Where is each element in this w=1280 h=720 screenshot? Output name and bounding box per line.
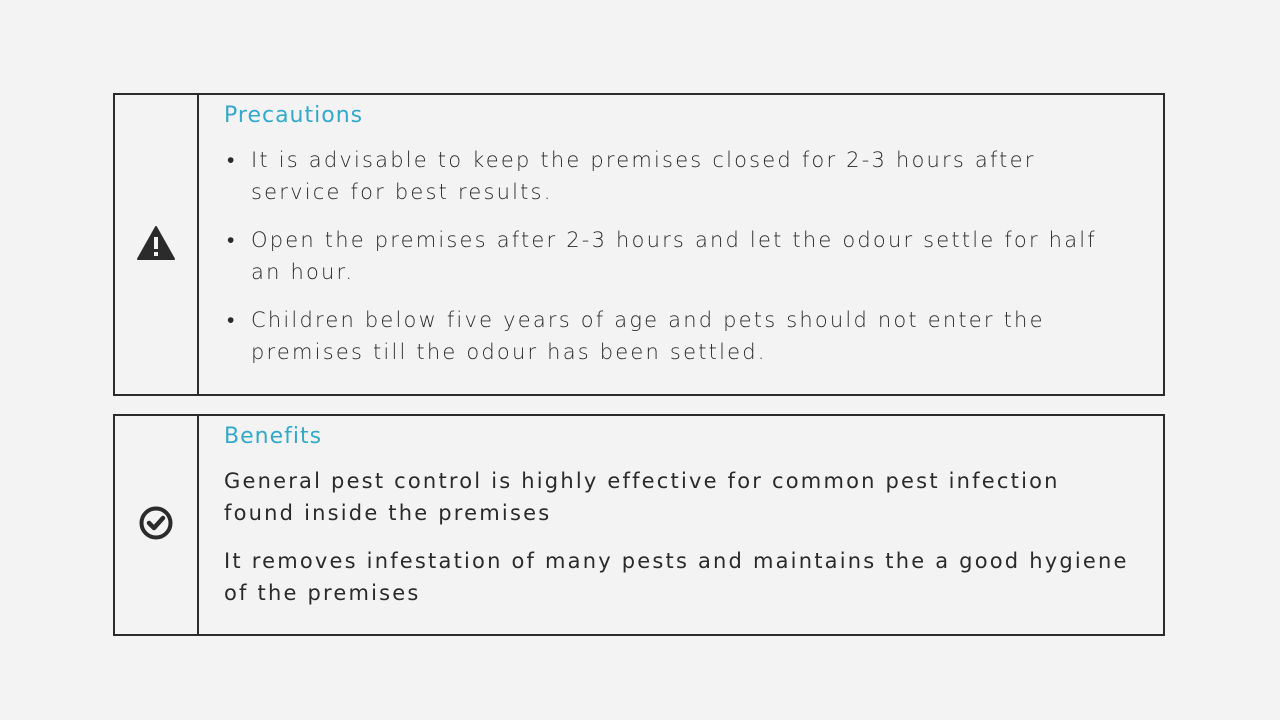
precautions-card [113, 93, 1165, 396]
benefits-card [113, 414, 1165, 636]
benefit-paragraph: It removes infestation of many pests and maintains the a good hygiene of the premises [224, 549, 1129, 605]
benefits-content [199, 416, 1163, 634]
check-circle-icon [138, 505, 174, 545]
list-item: • It is advisable to keep the premises closed for 2-3 hours after service for best results. [224, 145, 1133, 208]
list-item: • Children below five years of age and pets should not enter the premises till the odour has been settled. [224, 305, 1133, 368]
precautions-title: Precautions [224, 103, 364, 128]
precautions-content [199, 95, 1163, 394]
warning-icon [136, 225, 176, 265]
benefit-paragraph: General pest control is highly effective for common pest infection found inside the premises [224, 469, 1060, 525]
precautions-list [224, 145, 1133, 368]
precautions-icon-column [115, 95, 199, 394]
benefits-icon-column [115, 416, 199, 634]
benefits-title: Benefits [224, 424, 323, 449]
list-item: • Open the premises after 2-3 hours and let the odour settle for half an hour. [224, 225, 1133, 288]
